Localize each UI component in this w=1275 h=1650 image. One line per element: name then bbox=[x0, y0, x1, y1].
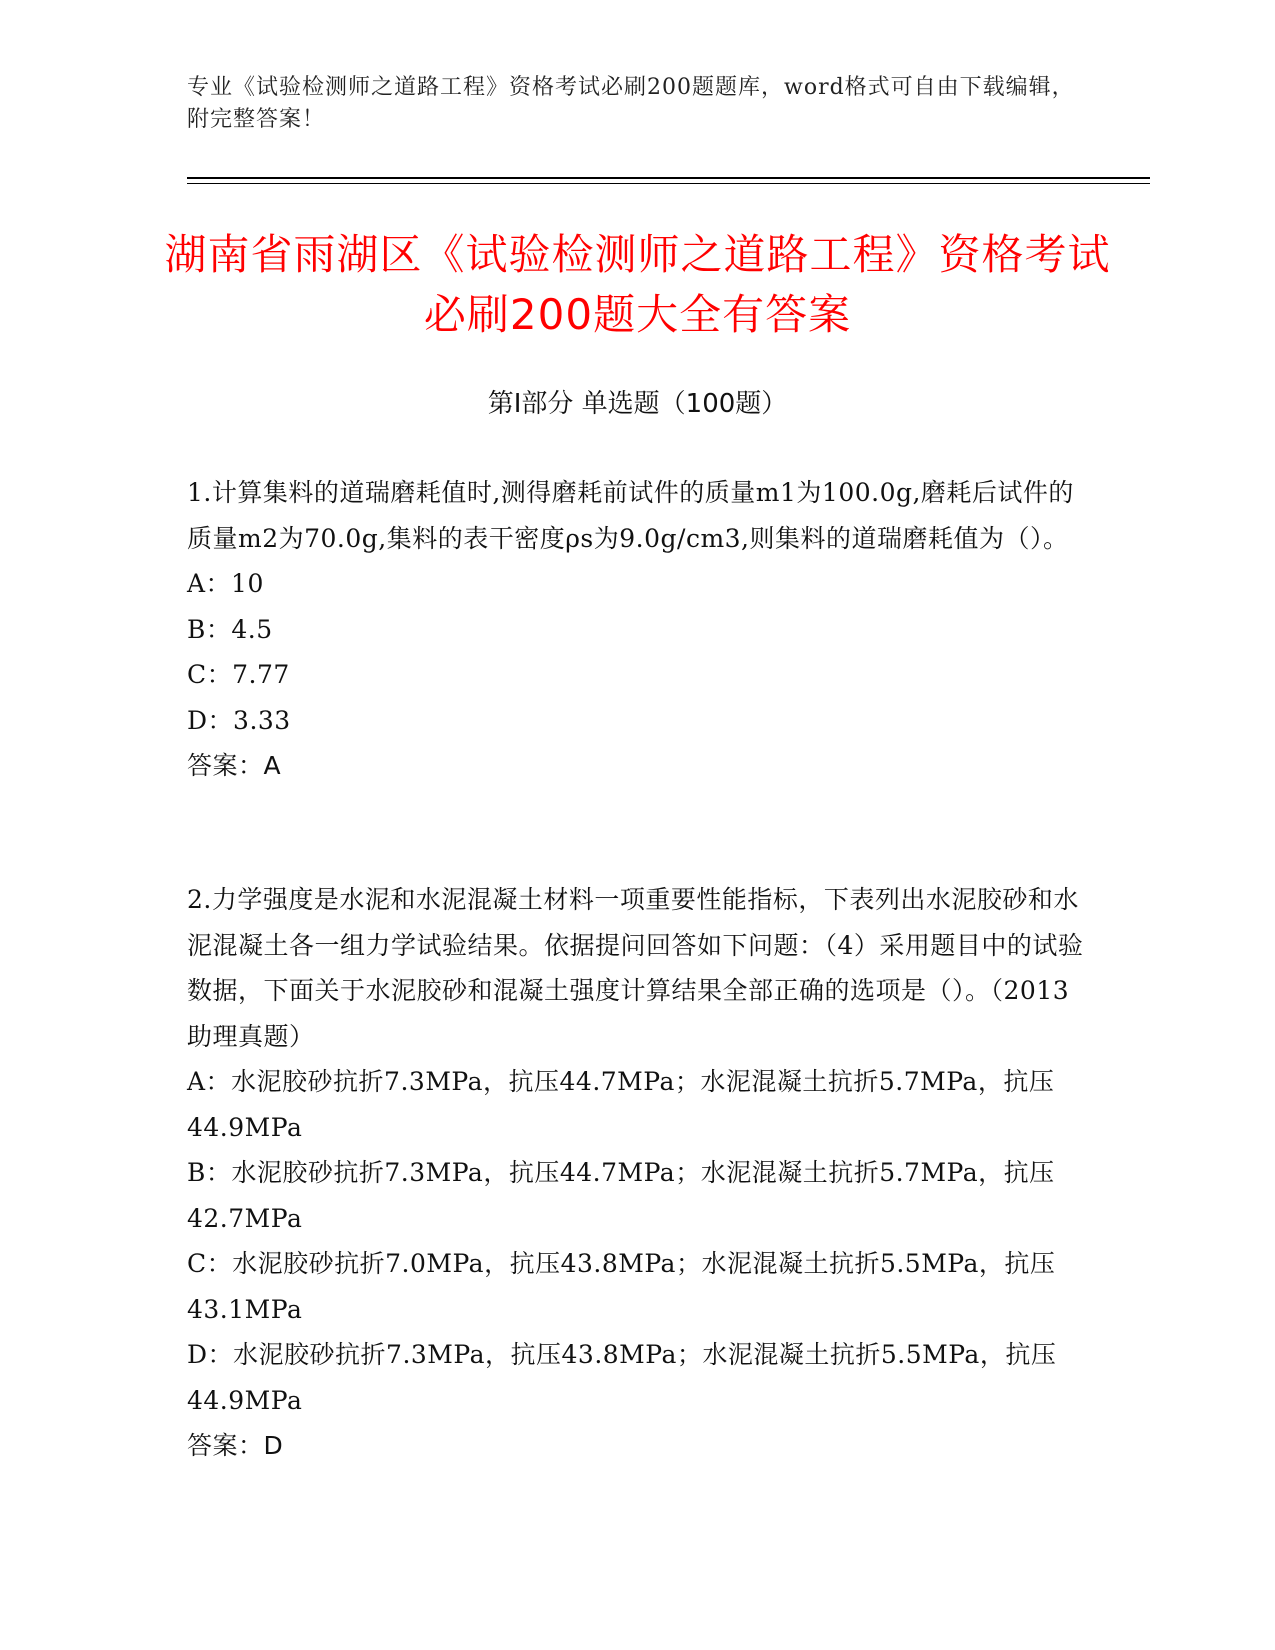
option-b: B：4.5 bbox=[187, 614, 273, 644]
section-title: 第Ⅰ部分 单选题（100题） bbox=[487, 389, 788, 419]
option-a: A：水泥胶砂抗折7.3MPa，抗压44.7MPa；水泥混凝土抗折5.7MPa，抗压44.9MPa bbox=[187, 1067, 1055, 1142]
answer: 答案：A bbox=[187, 751, 282, 780]
question-1 bbox=[187, 470, 1087, 789]
option-d: D：3.33 bbox=[187, 705, 291, 735]
header-note: 专业《试验检测师之道路工程》资格考试必刷200题题库，word格式可自由下载编辑，附完整答案！ bbox=[187, 75, 1075, 132]
question-stem: 1.计算集料的道瑞磨耗值时,测得磨耗前试件的质量m1为100.0g,磨耗后试件的质量m2为70.0g,集料的表干密度ρs为9.0g/cm3,则集料的道瑞磨耗值为（）。 bbox=[187, 478, 1074, 553]
option-c: C：水泥胶砂抗折7.0MPa，抗压43.8MPa；水泥混凝土抗折5.5MPa，抗压43.1MPa bbox=[187, 1249, 1056, 1324]
option-d: D：水泥胶砂抗折7.3MPa，抗压43.8MPa；水泥混凝土抗折5.5MPa，抗压44.9MPa bbox=[187, 1340, 1057, 1415]
question-2 bbox=[187, 877, 1087, 1469]
option-c: C：7.77 bbox=[187, 660, 290, 689]
option-a: A：10 bbox=[187, 569, 264, 598]
option-b: B：水泥胶砂抗折7.3MPa，抗压44.7MPa；水泥混凝土抗折5.7MPa，抗压42.7MPa bbox=[187, 1158, 1055, 1233]
document-title: 湖南省雨湖区《试验检测师之道路工程》资格考试必刷200题大全有答案 bbox=[164, 230, 1111, 339]
answer: 答案：D bbox=[187, 1431, 284, 1460]
header-rule-thin bbox=[187, 183, 1150, 184]
header-rule-thick bbox=[187, 177, 1150, 179]
question-stem: 2.力学强度是水泥和水泥混凝土材料一项重要性能指标，下表列出水泥胶砂和水泥混凝土各一组力学试验结果。依据提问回答如下问题：（4）采用题目中的试验数据，下面关于水泥胶砂和混凝土强度计算结果全部正确的选项是（）。（2013助理真题） bbox=[187, 885, 1084, 1051]
